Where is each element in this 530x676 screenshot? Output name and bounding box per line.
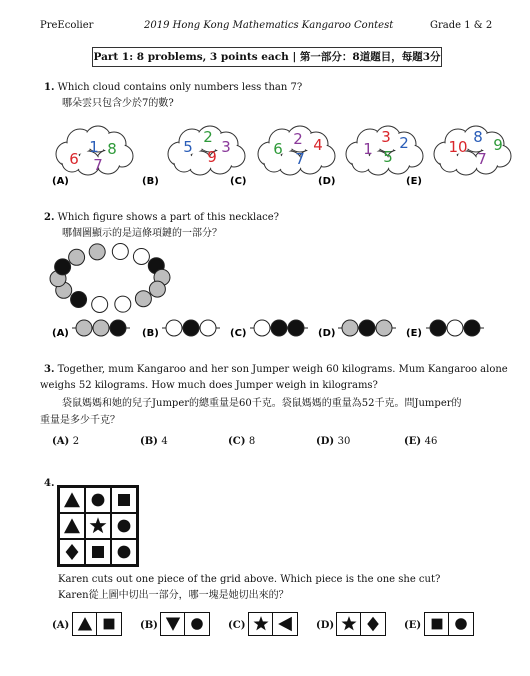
q4-number: 4. — [44, 478, 55, 489]
q3-text-zh-1: 袋鼠媽媽和她的兒子Jumper的總重量是60千克。袋鼠媽媽的重量為52千克。問Jumper的 — [62, 398, 462, 409]
piece-cell — [249, 613, 273, 635]
cloud-number: 5 — [383, 148, 393, 166]
q2-option-label: (B) — [142, 328, 159, 339]
cloud-number: 8 — [473, 128, 483, 146]
triangle-icon — [62, 490, 82, 510]
q1-text-en: Which cloud contains only numbers less than 7? — [57, 82, 303, 93]
cloud-number: 6 — [273, 140, 283, 158]
bead-option-b[interactable] — [142, 320, 220, 339]
q4-text-en: Karen cuts out one piece of the grid above. Which piece is the one she cut? — [58, 574, 441, 585]
grid-cell — [111, 513, 137, 539]
q3-option-c[interactable] — [228, 436, 255, 447]
q3-option-e-label: (E) — [404, 436, 422, 447]
necklace-bead — [55, 259, 71, 275]
necklace-bead — [71, 292, 87, 308]
q3-option-b-value: 4 — [161, 436, 168, 447]
grid-cell — [59, 513, 85, 539]
necklace-bead — [135, 291, 151, 307]
square-icon — [88, 542, 108, 562]
q2-number: 2. — [44, 212, 55, 223]
q4-option-label: (A) — [52, 620, 70, 631]
q4-text-zh: Karen從上圖中切出一部分，哪一塊是她切出來的？ — [58, 590, 289, 601]
q4-option-label: (E) — [404, 620, 422, 631]
cloud-number: 7 — [93, 156, 103, 174]
piece-cell — [425, 613, 449, 635]
necklace-figure — [40, 240, 180, 320]
q1-option-label: (C) — [230, 176, 247, 187]
piece-cell — [273, 613, 297, 635]
necklace-bead — [89, 244, 105, 260]
piece-cell — [337, 613, 361, 635]
bead — [359, 320, 375, 336]
q3-option-c-label: (C) — [228, 436, 246, 447]
grid-piece — [72, 612, 122, 636]
bead — [430, 320, 446, 336]
necklace-bead — [69, 249, 85, 265]
q3-option-a[interactable] — [52, 436, 79, 447]
q3-text-en-1 — [44, 362, 508, 377]
q1-option-label: (A) — [52, 176, 69, 187]
q2-text-zh: 哪個圖顯示的是這條項鏈的一部分？ — [62, 228, 222, 239]
q3-option-b-label: (B) — [140, 436, 158, 447]
bead — [254, 320, 270, 336]
cloud-number: 8 — [107, 140, 117, 158]
bead-option-e[interactable] — [406, 320, 484, 339]
circle-icon — [114, 516, 134, 536]
grid-piece — [424, 612, 474, 636]
q3-option-b[interactable] — [140, 436, 168, 447]
cloud-number: 3 — [221, 138, 231, 156]
triangle-left-icon — [276, 615, 294, 633]
bead-option-a[interactable] — [52, 320, 130, 339]
cloud-number: 3 — [381, 128, 391, 146]
necklace-bead — [133, 248, 149, 264]
grid-piece — [248, 612, 298, 636]
diamond-icon — [364, 615, 382, 633]
cloud-number: 5 — [183, 138, 193, 156]
cloud-number: 1 — [89, 138, 99, 156]
bead — [200, 320, 216, 336]
q1-clouds — [0, 120, 530, 192]
q2-option-label: (E) — [406, 328, 422, 339]
cloud-number: 10 — [448, 138, 468, 156]
grid-cell — [111, 487, 137, 513]
cloud-number: 2 — [399, 134, 409, 152]
q1-number: 1. — [44, 82, 55, 93]
bead-option-c[interactable] — [230, 320, 308, 339]
q3-option-d[interactable] — [316, 436, 350, 447]
bead — [110, 320, 126, 336]
square-icon — [428, 615, 446, 633]
triangle-icon — [76, 615, 94, 633]
cloud-number: 9 — [207, 148, 217, 166]
triangle-icon — [62, 516, 82, 536]
q3-option-d-label: (D) — [316, 436, 335, 447]
q3-option-e[interactable] — [404, 436, 437, 447]
piece-cell — [73, 613, 97, 635]
necklace-bead — [92, 296, 108, 312]
triangle-down-icon — [164, 615, 182, 633]
q1-option-label: (B) — [142, 176, 159, 187]
cloud-option-a[interactable] — [52, 126, 133, 187]
grid-cell — [59, 539, 85, 565]
q3-option-a-value: 2 — [72, 436, 80, 447]
circle-icon — [114, 542, 134, 562]
q3-option-c-value: 8 — [248, 436, 256, 447]
part-heading: Part 1: 8 problems, 3 points each | 第一部分：8道題目，每題3分 — [92, 47, 442, 67]
q1-option-label: (D) — [318, 176, 336, 187]
header-right: Grade 1 & 2 — [430, 20, 493, 31]
q2-text-en: Which figure shows a part of this necklace? — [57, 212, 280, 223]
circle-icon — [188, 615, 206, 633]
bead — [376, 320, 392, 336]
bead-option-d[interactable] — [318, 320, 396, 339]
piece-cell — [161, 613, 185, 635]
q2-option-label: (A) — [52, 328, 69, 339]
piece-cell — [97, 613, 121, 635]
q3-text-en-2: weighs 52 kilograms. How much does Jumper weigh in kilograms? — [40, 380, 378, 391]
cloud-number: 7 — [477, 150, 487, 168]
necklace-bead — [149, 281, 165, 297]
cloud-number: 1 — [363, 140, 373, 158]
grid-piece — [160, 612, 210, 636]
q3-option-e-value: 46 — [424, 436, 438, 447]
square-icon — [100, 615, 118, 633]
bead — [166, 320, 182, 336]
contest-title: 2019 Hong Kong Mathematics Kangaroo Contest — [144, 20, 394, 31]
q2-text — [44, 210, 279, 225]
star-icon — [88, 516, 108, 536]
piece-cell — [361, 613, 385, 635]
bead — [76, 320, 92, 336]
bead — [342, 320, 358, 336]
q4-option-label: (D) — [316, 620, 335, 631]
cloud-number: 6 — [69, 150, 79, 168]
grid-piece — [336, 612, 386, 636]
q3-option-a-label: (A) — [52, 436, 70, 447]
q1-text-zh: 哪朵雲只包含少於7的數? — [62, 98, 174, 109]
bead — [288, 320, 304, 336]
bead — [447, 320, 463, 336]
circle-icon — [88, 490, 108, 510]
cloud-number: 4 — [313, 136, 323, 154]
q1-option-label: (E) — [406, 176, 422, 187]
q3-option-d-value: 30 — [337, 436, 351, 447]
star-icon — [252, 615, 270, 633]
circle-icon — [452, 615, 470, 633]
cloud-number: 2 — [203, 128, 213, 146]
grid-cell — [85, 539, 111, 565]
bead — [93, 320, 109, 336]
necklace-bead — [112, 244, 128, 260]
bead — [183, 320, 199, 336]
shape-grid — [57, 485, 139, 567]
bead — [464, 320, 480, 336]
q1-text — [44, 80, 302, 95]
grid-cell — [111, 539, 137, 565]
necklace-bead — [115, 296, 131, 312]
q2-option-label: (D) — [318, 328, 336, 339]
header-left: PreEcolier — [40, 20, 94, 31]
bead — [271, 320, 287, 336]
grid-cell — [85, 513, 111, 539]
piece-cell — [185, 613, 209, 635]
square-icon — [114, 490, 134, 510]
q3-text-zh-2: 重量是多少千克？ — [40, 415, 120, 426]
q4-option-label: (B) — [140, 620, 158, 631]
q2-option-label: (C) — [230, 328, 247, 339]
q2-options — [0, 316, 530, 346]
q3-text-en-line1: Together, mum Kangaroo and her son Jumper weigh 60 kilograms. Mum Kangaroo alone — [57, 364, 508, 375]
cloud-number: 2 — [293, 130, 303, 148]
grid-cell — [59, 487, 85, 513]
star-icon — [340, 615, 358, 633]
diamond-icon — [62, 542, 82, 562]
q4-option-label: (C) — [228, 620, 246, 631]
piece-cell — [449, 613, 473, 635]
grid-cell — [85, 487, 111, 513]
cloud-number: 7 — [295, 150, 305, 168]
q3-number: 3. — [44, 364, 55, 375]
cloud-number: 9 — [493, 136, 503, 154]
